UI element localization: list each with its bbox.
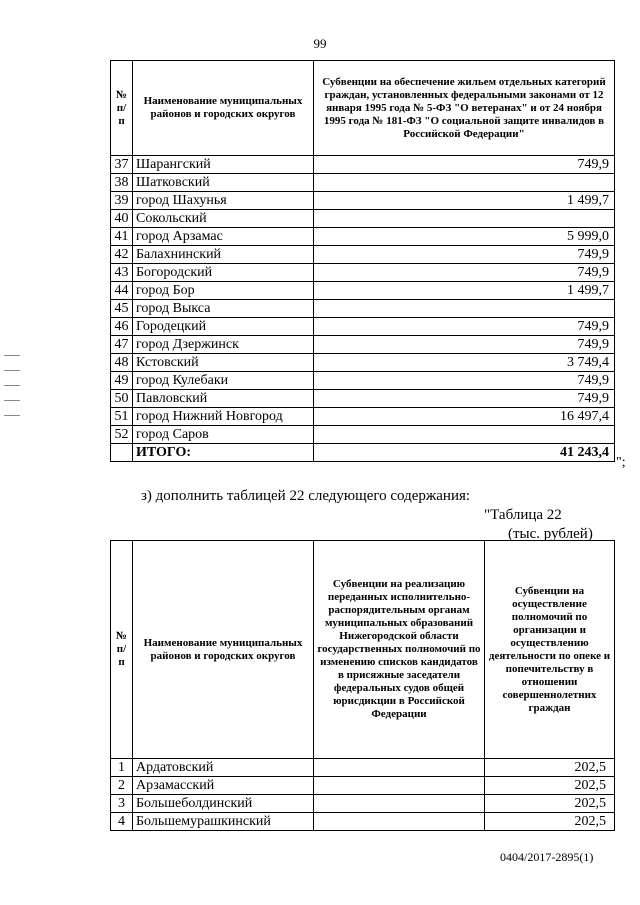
- municipality-name: Арзамасский: [133, 777, 314, 795]
- total-label: ИТОГО:: [133, 444, 314, 462]
- subsidy-value: 749,9: [314, 246, 615, 264]
- municipality-name: город Шахунья: [133, 192, 314, 210]
- table-row: [111, 372, 615, 390]
- municipality-name: город Арзамас: [133, 228, 314, 246]
- table-row: [111, 264, 615, 282]
- municipality-name: Богородский: [133, 264, 314, 282]
- row-number: 49: [111, 372, 133, 390]
- guardianship-subsidy-value: 202,5: [485, 795, 615, 813]
- table-row: [111, 354, 615, 372]
- row-number: 44: [111, 282, 133, 300]
- row-number: 2: [111, 777, 133, 795]
- closing-quote: ";: [616, 455, 626, 470]
- subsidy-value: 3 749,4: [314, 354, 615, 372]
- total-number-cell: [111, 444, 133, 462]
- guardianship-subsidy-value: 202,5: [485, 813, 615, 831]
- row-number: 46: [111, 318, 133, 336]
- table-row: [111, 300, 615, 318]
- municipality-name: Большеболдинский: [133, 795, 314, 813]
- municipality-name: Кстовский: [133, 354, 314, 372]
- subsidy-table-housing: [110, 60, 615, 462]
- column-header-housing-subsidy: Субвенции на обеспечение жильем отдельных категорий граждан, установленных федеральными законами от 12 января 1995 года № 5-ФЗ "О ветеранах" и от 24 ноября 1995 года № 181-ФЗ "О социальной защите инвалидов в Российской Федерации": [314, 61, 615, 156]
- column-header-number: № п/п: [111, 61, 133, 156]
- table-row: [111, 426, 615, 444]
- table-row: [111, 282, 615, 300]
- total-row: [111, 444, 615, 462]
- subsidy-value: 1 499,7: [314, 192, 615, 210]
- municipality-name: город Саров: [133, 426, 314, 444]
- municipality-name: город Нижний Новгород: [133, 408, 314, 426]
- subsidy-table-22: [110, 540, 615, 831]
- row-number: 42: [111, 246, 133, 264]
- juror-subsidy-value: [314, 813, 485, 831]
- subsidy-value: 749,9: [314, 264, 615, 282]
- row-number: 51: [111, 408, 133, 426]
- subsidy-value: [314, 300, 615, 318]
- column-header-number: № п/п: [111, 541, 133, 759]
- table-row: [111, 759, 615, 777]
- row-number: 48: [111, 354, 133, 372]
- table-22-unit: (тыс. рублей): [508, 526, 593, 542]
- table-row: [111, 777, 615, 795]
- municipality-name: город Выкса: [133, 300, 314, 318]
- row-number: 47: [111, 336, 133, 354]
- margin-marks: [4, 355, 20, 475]
- subsidy-value: 1 499,7: [314, 282, 615, 300]
- table-row: [111, 795, 615, 813]
- table-row: [111, 174, 615, 192]
- municipality-name: Шарангский: [133, 156, 314, 174]
- row-number: 1: [111, 759, 133, 777]
- subsidy-value: 749,9: [314, 336, 615, 354]
- municipality-name: Балахнинский: [133, 246, 314, 264]
- instruction-text: з) дополнить таблицей 22 следующего содержания:: [141, 488, 471, 504]
- row-number: 4: [111, 813, 133, 831]
- page-number: 99: [313, 36, 327, 51]
- municipality-name: Сокольский: [133, 210, 314, 228]
- municipality-name: Городецкий: [133, 318, 314, 336]
- table-row: [111, 156, 615, 174]
- row-number: 37: [111, 156, 133, 174]
- subsidy-value: 749,9: [314, 156, 615, 174]
- subsidy-value: [314, 210, 615, 228]
- table-row: [111, 210, 615, 228]
- table-row: [111, 246, 615, 264]
- column-header-juror-subsidy: Субвенции на реализацию переданных исполнительно-распорядительным органам муниципальных образований Нижегородской области государственных полномочий по изменению списков кандидатов в присяжные заседатели федеральных судов общей юрисдикции в Российской Федерации: [314, 541, 485, 759]
- guardianship-subsidy-value: 202,5: [485, 777, 615, 795]
- subsidy-value: [314, 426, 615, 444]
- municipality-name: Большемурашкинский: [133, 813, 314, 831]
- row-number: 40: [111, 210, 133, 228]
- table-row: [111, 228, 615, 246]
- table-row: [111, 336, 615, 354]
- juror-subsidy-value: [314, 777, 485, 795]
- row-number: 39: [111, 192, 133, 210]
- column-header-municipality: Наименование муниципальных районов и городских округов: [133, 61, 314, 156]
- column-header-municipality: Наименование муниципальных районов и городских округов: [133, 541, 314, 759]
- guardianship-subsidy-value: 202,5: [485, 759, 615, 777]
- document-code: 0404/2017-2895(1): [500, 850, 594, 864]
- table-22-title: "Таблица 22: [484, 507, 562, 523]
- table-row: [111, 813, 615, 831]
- row-number: 3: [111, 795, 133, 813]
- subsidy-value: 5 999,0: [314, 228, 615, 246]
- row-number: 52: [111, 426, 133, 444]
- row-number: 43: [111, 264, 133, 282]
- municipality-name: город Бор: [133, 282, 314, 300]
- total-value: 41 243,4: [314, 444, 615, 462]
- subsidy-value: [314, 174, 615, 192]
- municipality-name: Ардатовский: [133, 759, 314, 777]
- subsidy-value: 16 497,4: [314, 408, 615, 426]
- row-number: 41: [111, 228, 133, 246]
- table-row: [111, 318, 615, 336]
- municipality-name: город Дзержинск: [133, 336, 314, 354]
- row-number: 38: [111, 174, 133, 192]
- table-row: [111, 192, 615, 210]
- juror-subsidy-value: [314, 795, 485, 813]
- juror-subsidy-value: [314, 759, 485, 777]
- table-row: [111, 408, 615, 426]
- column-header-guardianship-subsidy: Субвенции на осуществление полномочий по организации и осуществлению деятельности по опеке и попечительству в отношении совершеннолетних граждан: [485, 541, 615, 759]
- row-number: 45: [111, 300, 133, 318]
- row-number: 50: [111, 390, 133, 408]
- municipality-name: Шатковский: [133, 174, 314, 192]
- municipality-name: Павловский: [133, 390, 314, 408]
- subsidy-value: 749,9: [314, 372, 615, 390]
- subsidy-value: 749,9: [314, 390, 615, 408]
- table-row: [111, 390, 615, 408]
- subsidy-value: 749,9: [314, 318, 615, 336]
- municipality-name: город Кулебаки: [133, 372, 314, 390]
